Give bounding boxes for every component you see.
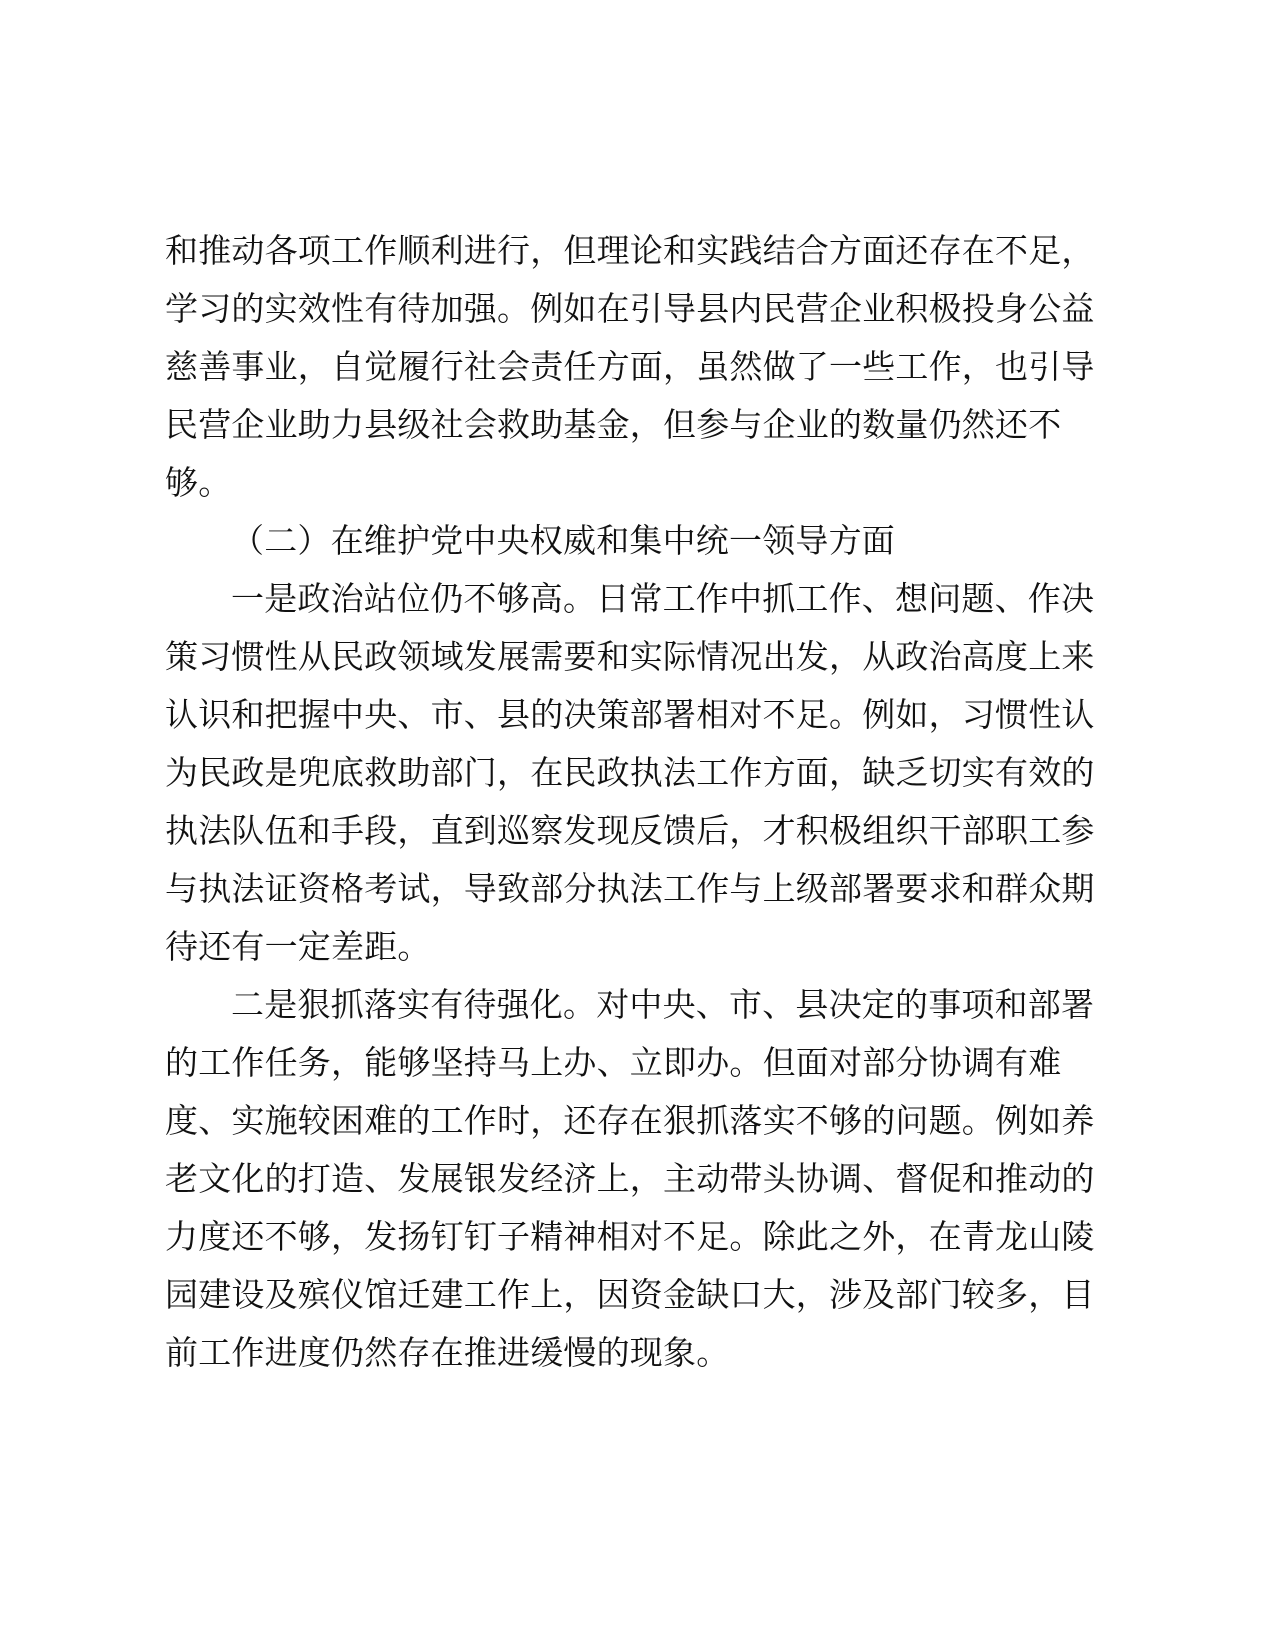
text-line: 老文化的打造、发展银发经济上，主动带头协调、督促和推动的 [165, 1159, 1095, 1198]
text-line: 度、实施较困难的工作时，还存在狠抓落实不够的问题。例如养 [165, 1101, 1095, 1140]
text-line: 二是狠抓落实有待强化。对中央、市、县决定的事项和部署 [231, 985, 1095, 1024]
text-line: 待还有一定差距。 [165, 927, 431, 966]
text-line: 执法队伍和手段，直到巡察发现反馈后，才积极组织干部职工参 [165, 811, 1095, 850]
text-line: 和推动各项工作顺利进行，但理论和实践结合方面还存在不足， [165, 231, 1095, 270]
text-line: 前工作进度仍然存在推进缓慢的现象。 [165, 1333, 730, 1372]
text-line: 的工作任务，能够坚持马上办、立即办。但面对部分协调有难 [165, 1043, 1062, 1082]
text-line: 学习的实效性有待加强。例如在引导县内民营企业积极投身公益 [165, 289, 1095, 328]
text-line: 够。 [165, 463, 232, 502]
text-line: 认识和把握中央、市、县的决策部署相对不足。例如，习惯性认 [165, 695, 1095, 734]
text-line: 民营企业助力县级社会救助基金，但参与企业的数量仍然还不 [165, 405, 1062, 444]
text-line: 园建设及殡仪馆迁建工作上，因资金缺口大，涉及部门较多，目 [165, 1275, 1095, 1314]
text-line: 慈善事业，自觉履行社会责任方面，虽然做了一些工作，也引导 [165, 347, 1095, 386]
text-line: 与执法证资格考试，导致部分执法工作与上级部署要求和群众期 [165, 869, 1095, 908]
text-line: 策习惯性从民政领域发展需要和实际情况出发，从政治高度上来 [165, 637, 1095, 676]
text-line: 一是政治站位仍不够高。日常工作中抓工作、想问题、作决 [231, 579, 1095, 618]
document-body [165, 222, 1105, 1382]
section-heading: （二）在维护党中央权威和集中统一领导方面 [231, 521, 895, 560]
text-line: 力度还不够，发扬钉钉子精神相对不足。除此之外，在青龙山陵 [165, 1217, 1095, 1256]
text-line: 为民政是兜底救助部门，在民政执法工作方面，缺乏切实有效的 [165, 753, 1095, 792]
